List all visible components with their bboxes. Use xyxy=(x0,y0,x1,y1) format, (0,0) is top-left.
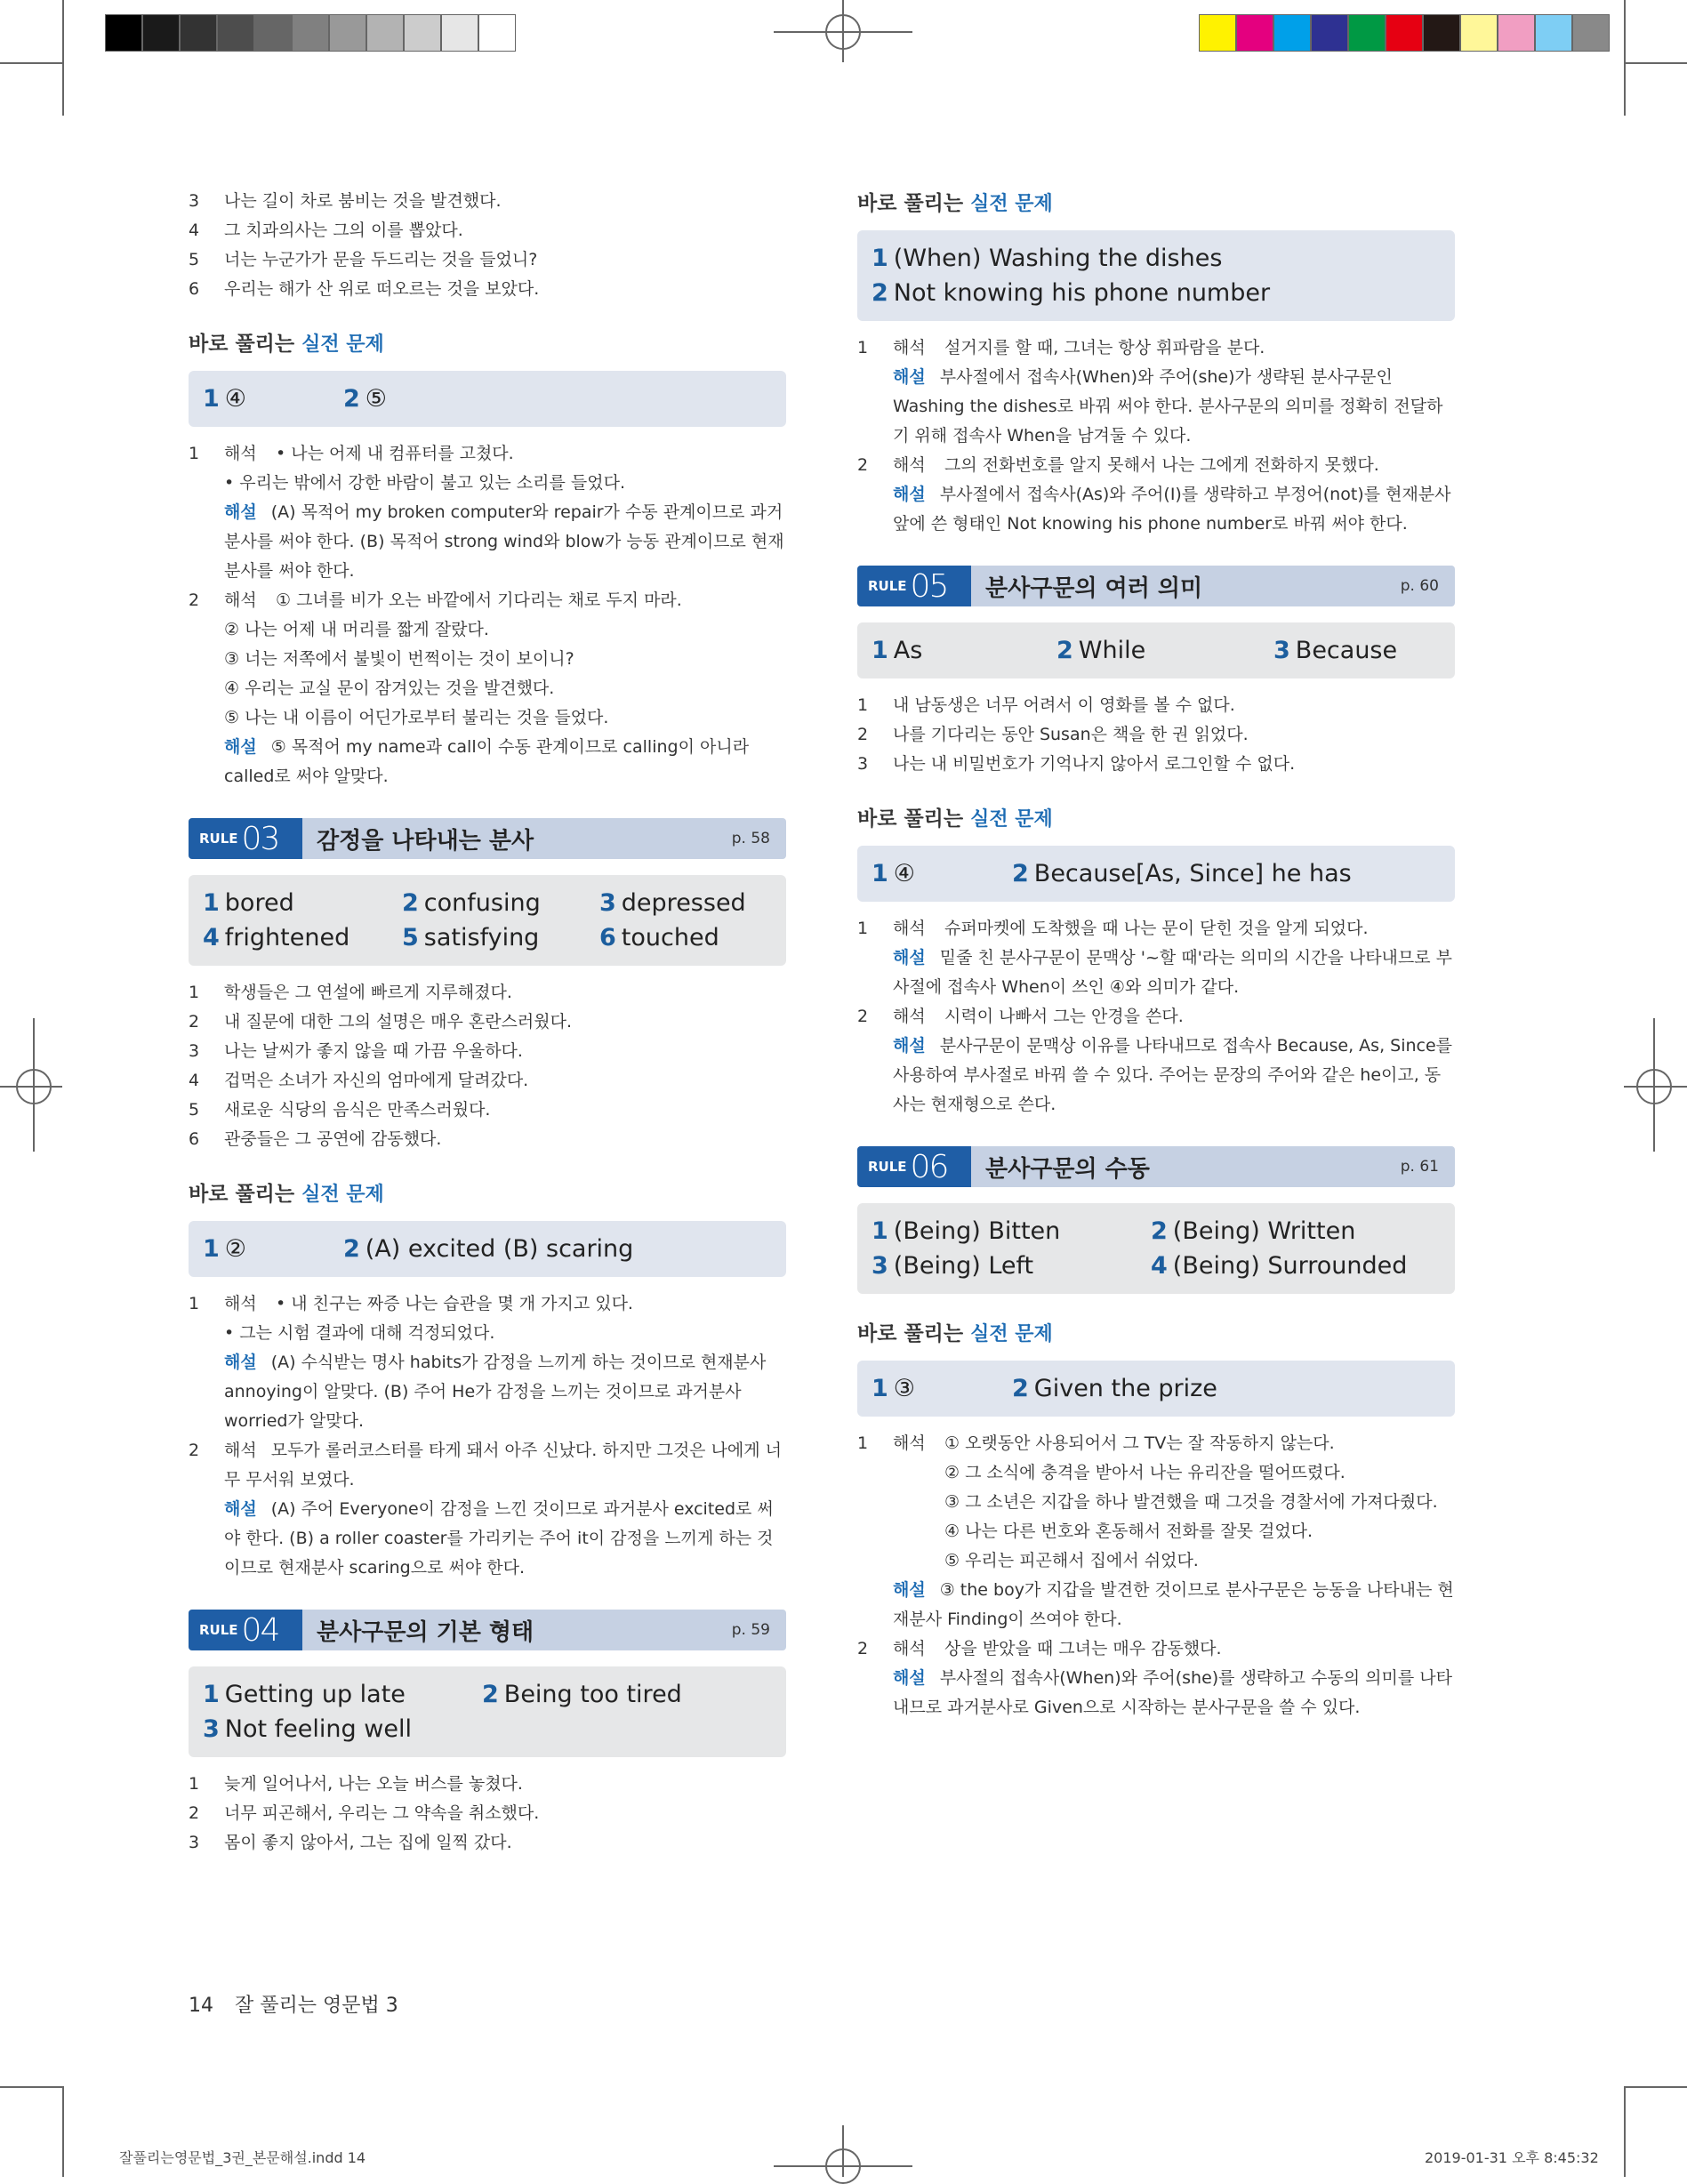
list-item: 2 내 질문에 대한 그의 설명은 매우 혼란스러웠다. xyxy=(189,1012,573,1032)
color-swatch xyxy=(1199,14,1236,52)
practice-explanation: 1 해석 • 내 친구는 짜증 나는 습관을 몇 개 가지고 있다. • 그는 시험 결과에 대해 걱정되었다. 해설 (A) 수식받는 명사 habits가 감정을 느끼게 하는 것이므로 현재분사 annoying이 알맞다. (B) 주어 He가 감정을 느끼는 것이므로 과거분사 worried가 알맞다. 2 해석 모두가 롤러코스터를 타게 돼서 아주 신났다. 하지만 그것은 나에게 너무 무서워 보였다. 해설 (A) 주어 Everyone이 감정을 느낀 것이므로 과거분사 excited로 써야 한다. (B) a roller coaster를 가리키는 주어 it이 감정을 느끼게 하는 것이므로 현재분사 scaring으로 써야 한다. xyxy=(189,1294,783,1578)
color-swatch xyxy=(1572,14,1610,52)
rule-title: 분사구문의 기본 형태 xyxy=(317,1618,534,1646)
color-swatch xyxy=(1535,14,1572,52)
page-number: 14 xyxy=(189,1995,213,2017)
list-item: 5 너는 누군가가 문을 두드리는 것을 들었니? xyxy=(189,250,538,269)
color-swatch xyxy=(1273,14,1311,52)
list-item: 3 나는 내 비밀번호가 기억나지 않아서 로그인할 수 없다. xyxy=(857,754,1296,774)
rule-title: 분사구문의 여러 의미 xyxy=(985,574,1203,602)
rule-03-header: RULE 03 감정을 나타내는 분사 p. 58 xyxy=(189,818,786,859)
slug-filename: 잘풀리는영문법_3권_본문해설.indd 14 xyxy=(119,2149,366,2166)
practice-answer-box: 1 ③ 2 Given the prize xyxy=(857,1361,1455,1417)
list-item: 4 그 치과의사는 그의 이를 뽑았다. xyxy=(189,221,463,240)
rule-03-translations xyxy=(189,978,786,1154)
list-item: 5 새로운 식당의 음식은 만족스러웠다. xyxy=(189,1100,491,1120)
color-swatch xyxy=(292,14,329,52)
color-swatch xyxy=(366,14,404,52)
color-swatch xyxy=(1460,14,1498,52)
practice-explanation: 1 해석 설거지를 할 때, 그녀는 항상 휘파람을 분다. 해설 부사절에서 접속사(When)와 주어(she)가 생략된 분사구문인 Washing the dishes로 바꿔 써야 한다. 분사구문의 의미를 정확히 전달하기 위해 접속사 When을 남겨둘 수 있다. 2 해석 그의 전화번호를 알지 못해서 나는 그에게 전화하지 못했다. 해설 부사절에서 접속사(As)와 주어(I)를 생략하고 부정어(not)를 현재분사 앞에 쓴 형태인 Not knowing his phone number로 바꿔 써야 한다. xyxy=(857,338,1451,534)
list-item: 6 관중들은 그 공연에 감동했다. xyxy=(189,1129,442,1149)
practice-explanation: 1 해석 슈퍼마켓에 도착했을 때 나는 문이 닫힌 것을 알게 되었다. 해설 밑줄 친 분사구문이 문맥상 '~할 때'라는 의미의 시간을 나타내므로 부사절에 접속사 When이 쓰인 ④와 의미가 같다. 2 해석 시력이 나빠서 그는 안경을 쓴다. 해설 분사구문이 문맥상 이유를 나타내므로 접속사 Because, As, Since를 사용하여 부사절로 바꿔 쓸 수 있다. 주어는 문장의 주어와 같은 he이고, 동사는 현재형으로 쓴다. xyxy=(857,919,1453,1114)
rule-title: 분사구문의 수동 xyxy=(985,1155,1150,1183)
rule-03-answer-box: 1 bored 2 confusing 3 depressed 4 frightened 5 satisfying 6 touched xyxy=(189,875,786,966)
rule-05-translations xyxy=(857,691,1455,779)
color-swatch xyxy=(142,14,180,52)
rule-page-ref: p. 58 xyxy=(731,830,770,847)
practice-heading: 바로 풀리는 실전 문제 xyxy=(857,807,1053,831)
right-column xyxy=(857,187,1455,1722)
book-title: 잘 풀리는 영문법 3 xyxy=(235,1995,398,2017)
practice-explanation: 1 해석 ① 오랫동안 사용되어서 그 TV는 잘 작동하지 않는다. ② 그 소식에 충격을 받아서 나는 유리잔을 떨어뜨렸다. ③ 그 소년은 지갑을 하나 발견했을 때 그것을 경찰서에 가져다줬다. ④ 나는 다른 번호와 혼동해서 전화를 잘못 걸었다. ⑤ 우리는 피곤해서 집에서 쉬었다. 해설 ③ the boy가 지갑을 발견한 것이므로 분사구문은 능동을 나타내는 현재분사 Finding이 쓰여야 한다. 2 해석 상을 받았을 때 그녀는 매우 감동했다. 해설 부사절의 접속사(When)와 주어(she)를 생략하고 수동의 의미를 나타내므로 과거분사로 Given으로 시작하는 분사구문을 쓸 수 있다. xyxy=(857,1433,1454,1717)
color-swatch xyxy=(1423,14,1460,52)
color-swatch xyxy=(1498,14,1535,52)
practice-answer-box: 1 ② 2 (A) excited (B) scaring xyxy=(189,1221,786,1277)
answer-translation-list xyxy=(189,187,786,304)
rule-05-answer-box: 1 As 2 While 3 Because xyxy=(857,622,1455,678)
list-item: 1 학생들은 그 연설에 빠르게 지루해졌다. xyxy=(189,983,512,1002)
rule-06-answer-box: 1 (Being) Bitten 2 (Being) Written 3 (Being) Left 4 (Being) Surrounded xyxy=(857,1203,1455,1294)
rule-page-ref: p. 61 xyxy=(1400,1158,1439,1176)
list-item: 3 몸이 좋지 않아서, 그는 집에 일찍 갔다. xyxy=(189,1833,512,1852)
rule-04-header: RULE 04 분사구문의 기본 형태 p. 59 xyxy=(189,1610,786,1650)
color-swatch xyxy=(180,14,217,52)
color-swatch xyxy=(1348,14,1386,52)
rule-title: 감정을 나타내는 분사 xyxy=(317,827,534,855)
color-swatch xyxy=(105,14,142,52)
practice-answer-box: 1 (When) Washing the dishes 2 Not knowing his phone number xyxy=(857,230,1455,321)
rule-04-translations xyxy=(189,1770,786,1858)
practice-explanation: 1 해석 • 나는 어제 내 컴퓨터를 고쳤다. • 우리는 밖에서 강한 바람이 불고 있는 소리를 들었다. 해설 (A) 목적어 my broken computer와 repair가 수동 관계이므로 과거분사를 써야 한다. (B) 목적어 strong wind와 blow가 능동 관계이므로 현재분사를 써야 한다. 2 해석 ① 그녀를 비가 오는 바깥에서 기다리는 채로 두지 마라. ② 나는 어제 내 머리를 짧게 잘랐다. ③ 너는 저쪽에서 불빛이 번쩍이는 것이 보이니? ④ 우리는 교실 문이 잠겨있는 것을 발견했다. ⑤ 나는 내 이름이 어딘가로부터 불리는 것을 들었다. 해설 ⑤ 목적어 my name과 call이 수동 관계이므로 calling이 아니라 called로 써야 알맞다. xyxy=(189,444,784,786)
color-swatch xyxy=(478,14,516,52)
rule-page-ref: p. 60 xyxy=(1400,577,1439,595)
color-swatch xyxy=(217,14,254,52)
practice-heading: 바로 풀리는 실전 문제 xyxy=(189,1182,384,1206)
list-item: 1 늦게 일어나서, 나는 오늘 버스를 놓쳤다. xyxy=(189,1774,523,1794)
rule-page-ref: p. 59 xyxy=(731,1621,770,1639)
list-item: 3 나는 날씨가 좋지 않을 때 가끔 우울하다. xyxy=(189,1041,523,1061)
color-swatch xyxy=(1311,14,1348,52)
color-swatch xyxy=(254,14,292,52)
practice-heading: 바로 풀리는 실전 문제 xyxy=(857,1321,1053,1345)
rule-04-answer-box: 1 Getting up late 2 Being too tired 3 Not feeling well xyxy=(189,1666,786,1757)
list-item: 6 우리는 해가 산 위로 떠오르는 것을 보았다. xyxy=(189,279,540,299)
process-color-bar xyxy=(1199,14,1610,52)
color-swatch xyxy=(329,14,366,52)
grayscale-color-bar xyxy=(105,14,516,52)
rule-06-header: RULE 06 분사구문의 수동 p. 61 xyxy=(857,1146,1455,1187)
left-column xyxy=(189,187,786,1858)
color-swatch xyxy=(441,14,478,52)
color-swatch xyxy=(1236,14,1273,52)
color-swatch xyxy=(404,14,441,52)
color-swatch xyxy=(1386,14,1423,52)
list-item: 2 나를 기다리는 동안 Susan은 책을 한 권 읽었다. xyxy=(857,725,1249,744)
practice-heading: 바로 풀리는 실전 문제 xyxy=(857,191,1053,215)
list-item: 4 겁먹은 소녀가 자신의 엄마에게 달려갔다. xyxy=(189,1071,529,1090)
list-item: 3 나는 길이 차로 붐비는 것을 발견했다. xyxy=(189,191,502,211)
list-item: 1 내 남동생은 너무 어려서 이 영화를 볼 수 없다. xyxy=(857,695,1235,715)
page-footer xyxy=(189,1990,398,2018)
practice-heading: 바로 풀리는 실전 문제 xyxy=(189,332,384,356)
practice-answer-box: 1 ④ 2 ⑤ xyxy=(189,371,786,427)
list-item: 2 너무 피곤해서, 우리는 그 약속을 취소했다. xyxy=(189,1803,540,1823)
slug-timestamp: 2019-01-31 오후 8:45:32 xyxy=(1425,2149,1599,2166)
practice-answer-box: 1 ④ 2 Because[As, Since] he has xyxy=(857,846,1455,902)
rule-05-header: RULE 05 분사구문의 여러 의미 p. 60 xyxy=(857,566,1455,606)
